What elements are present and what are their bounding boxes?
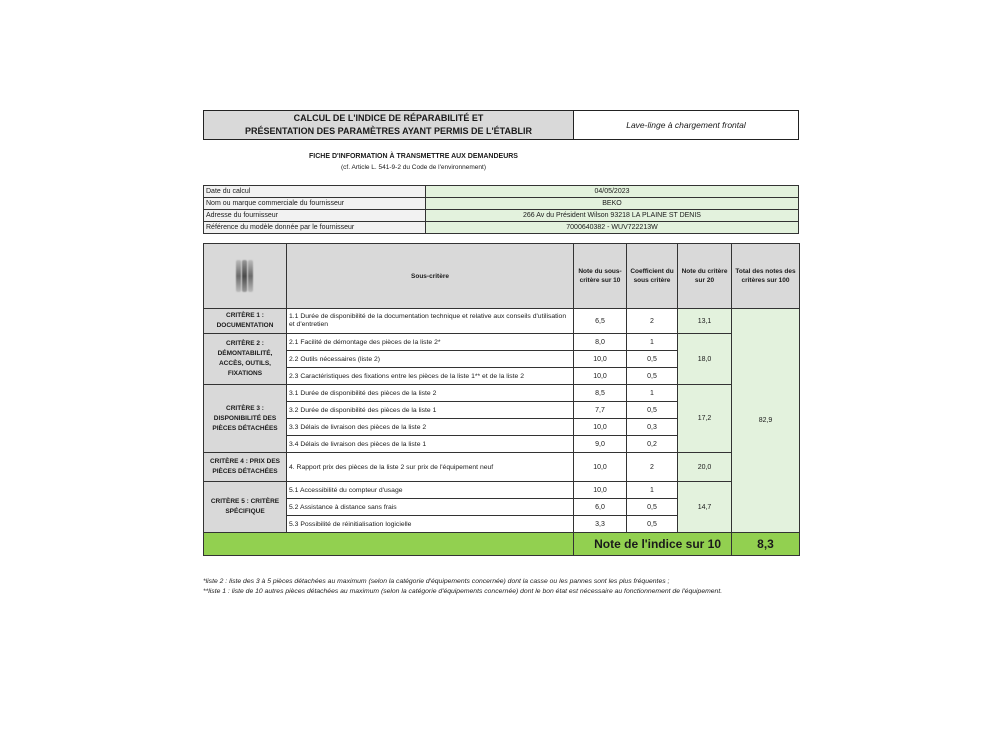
- supplier-info-table: [203, 185, 799, 234]
- info-value: 266 Av du Président Wilson 93218 LA PLAINE ST DENIS: [426, 210, 799, 222]
- subcriterion-coef: 1: [627, 482, 678, 499]
- total-score: 82,9: [732, 309, 800, 533]
- table-row: [204, 482, 800, 499]
- subcriterion-coef: 0,5: [627, 368, 678, 385]
- table-row: [204, 385, 800, 402]
- subcriterion-label: 3.1 Durée de disponibilité des pièces de la liste 2: [287, 385, 574, 402]
- subcriterion-note: 8,5: [574, 385, 627, 402]
- header-note-critere: Note du critère sur 20: [678, 244, 732, 309]
- criterion-5-note: 14,7: [678, 482, 732, 533]
- repairability-table: [203, 243, 800, 556]
- final-score-value: 8,3: [732, 533, 800, 556]
- subcriterion-note: 3,3: [574, 516, 627, 533]
- info-label: Date du calcul: [204, 186, 426, 198]
- subcriterion-coef: 1: [627, 334, 678, 351]
- subcriterion-label: 3.3 Délais de livraison des pièces de la liste 2: [287, 419, 574, 436]
- final-spacer: [204, 533, 574, 556]
- fiche-title: FICHE D'INFORMATION À TRANSMETTRE AUX DEMANDEURS: [309, 153, 518, 160]
- repairability-logo-icon: [222, 257, 268, 295]
- subcriterion-note: 6,0: [574, 499, 627, 516]
- footnote-liste-1: **liste 1 : liste de 10 autres pièces détachées au maximum (selon la catégorie d'équipements concernée) dont le bon état est nécessaire au fonctionnement de l'équipement.: [203, 588, 723, 595]
- subcriterion-label: 5.2 Assistance à distance sans frais: [287, 499, 574, 516]
- subcriterion-label: 2.3 Caractéristiques des fixations entre les pièces de la liste 1** et de la liste 2: [287, 368, 574, 385]
- subcriterion-coef: 0,5: [627, 499, 678, 516]
- title-line-2: PRÉSENTATION DES PARAMÈTRES AYANT PERMIS DE L'ÉTABLIR: [244, 126, 532, 136]
- info-label: Référence du modèle donnée par le fournisseur: [204, 222, 426, 234]
- table-row: [204, 334, 800, 351]
- info-value: 04/05/2023: [426, 186, 799, 198]
- product-type: Lave-linge à chargement frontal: [573, 110, 799, 140]
- subcriterion-note: 6,5: [574, 309, 627, 334]
- criterion-5-label: CRITÈRE 5 : CRITÈRE SPÉCIFIQUE: [204, 482, 287, 533]
- subcriterion-note: 10,0: [574, 419, 627, 436]
- title-line-1: CALCUL DE L'INDICE DE RÉPARABILITÉ ET: [293, 113, 484, 123]
- footnotes: [203, 577, 799, 597]
- subcriterion-label: 1.1 Durée de disponibilité de la documentation technique et relative aux conseils d'utilisation et d'entretien: [287, 309, 574, 334]
- criterion-3-note: 17,2: [678, 385, 732, 453]
- fiche-heading: [203, 151, 624, 173]
- subcriterion-coef: 2: [627, 309, 678, 334]
- info-value: 7000640382 - WUV722213W: [426, 222, 799, 234]
- info-row: [204, 222, 799, 234]
- info-row: [204, 210, 799, 222]
- criterion-2-note: 18,0: [678, 334, 732, 385]
- subcriterion-label: 5.1 Accessibilité du compteur d'usage: [287, 482, 574, 499]
- subcriterion-label: 3.2 Durée de disponibilité des pièces de la liste 1: [287, 402, 574, 419]
- info-label: Adresse du fournisseur: [204, 210, 426, 222]
- table-header-row: [204, 244, 800, 309]
- criterion-4-label: CRITÈRE 4 : PRIX DES PIÈCES DÉTACHÉES: [204, 453, 287, 482]
- subcriterion-coef: 2: [627, 453, 678, 482]
- subcriterion-coef: 0,3: [627, 419, 678, 436]
- info-row: [204, 198, 799, 210]
- subcriterion-label: 2.2 Outils nécessaires (liste 2): [287, 351, 574, 368]
- final-score-row: [204, 533, 800, 556]
- header-coefficient: Coefficient du sous critère: [627, 244, 678, 309]
- fiche-subtitle: (cf. Article L. 541-9-2 du Code de l'environnement): [340, 164, 487, 171]
- criterion-3-label: CRITÈRE 3 : DISPONIBILITÉ DES PIÈCES DÉTACHÉES: [204, 385, 287, 453]
- subcriterion-note: 8,0: [574, 334, 627, 351]
- subcriterion-note: 10,0: [574, 482, 627, 499]
- subcriterion-note: 10,0: [574, 351, 627, 368]
- subcriterion-coef: 0,5: [627, 402, 678, 419]
- criterion-1-note: 13,1: [678, 309, 732, 334]
- subcriterion-note: 7,7: [574, 402, 627, 419]
- subcriterion-note: 9,0: [574, 436, 627, 453]
- header-total: Total des notes des critères sur 100: [732, 244, 800, 309]
- subcriterion-label: 5.3 Possibilité de réinitialisation logicielle: [287, 516, 574, 533]
- final-score-label: Note de l'indice sur 10: [574, 533, 732, 556]
- subcriterion-coef: 0,5: [627, 351, 678, 368]
- criterion-1-label: CRITÈRE 1 : DOCUMENTATION: [204, 309, 287, 334]
- footnote-liste-2: *liste 2 : liste des 3 à 5 pièces détachées au maximum (selon la catégorie d'équipements concernée) dont la casse ou les pannes sont les plus fréquentes ;: [203, 578, 670, 585]
- subcriterion-coef: 1: [627, 385, 678, 402]
- table-row: [204, 453, 800, 482]
- document-title: [203, 110, 574, 140]
- info-value: BEKO: [426, 198, 799, 210]
- logo-cell: [204, 244, 287, 309]
- info-row: [204, 186, 799, 198]
- subcriterion-label: 2.1 Facilité de démontage des pièces de la liste 2*: [287, 334, 574, 351]
- info-label: Nom ou marque commerciale du fournisseur: [204, 198, 426, 210]
- subcriterion-label: 3.4 Délais de livraison des pièces de la liste 1: [287, 436, 574, 453]
- subcriterion-label: 4. Rapport prix des pièces de la liste 2 sur prix de l'équipement neuf: [287, 453, 574, 482]
- subcriterion-coef: 0,2: [627, 436, 678, 453]
- subcriterion-note: 10,0: [574, 368, 627, 385]
- header-note-sous-critere: Note du sous-critère sur 10: [574, 244, 627, 309]
- table-row: [204, 309, 800, 334]
- header-sous-critere: Sous-critère: [287, 244, 574, 309]
- criterion-4-note: 20,0: [678, 453, 732, 482]
- subcriterion-note: 10,0: [574, 453, 627, 482]
- subcriterion-coef: 0,5: [627, 516, 678, 533]
- criterion-2-label: CRITÈRE 2 : DÉMONTABILITÉ, ACCÈS, OUTILS, FIXATIONS: [204, 334, 287, 385]
